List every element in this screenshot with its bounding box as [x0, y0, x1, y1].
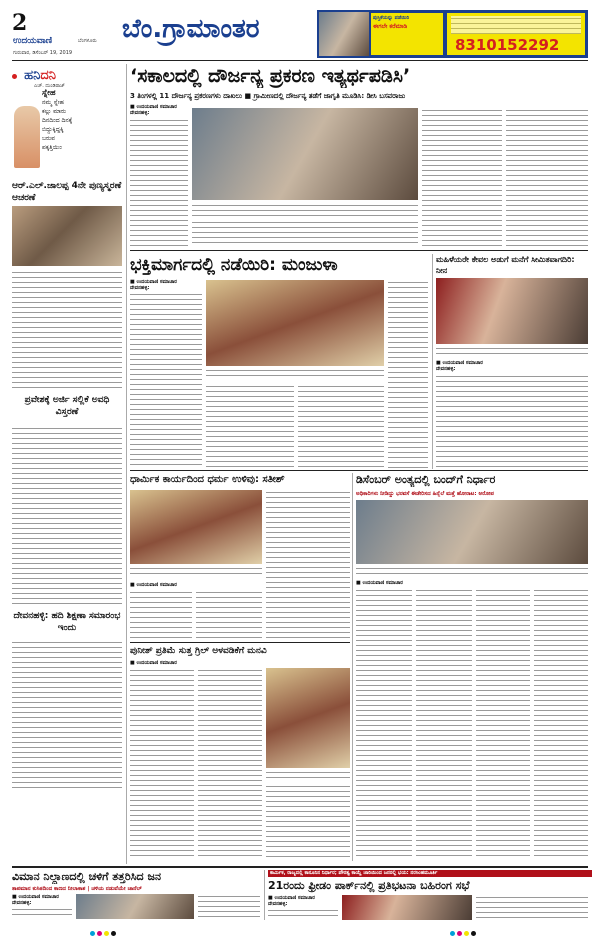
poem-author: ಎಚ್. ದುಂಡಿರಾಜ್: [34, 83, 65, 89]
mid-rule: [130, 470, 588, 471]
masthead: [12, 10, 588, 60]
women-headline: ಮಹಿಳೆಯರೇ ಕೇವಲ ಅಡುಗೆ ಮನೆಗೆ ಸೀಮಿತವಾಗದಿರಿ: ನೀನ: [436, 255, 575, 275]
freedom-dateline: ದೇವನಹಳ್ಳಿ:: [268, 901, 288, 907]
puneeth-body-col2: [198, 668, 262, 860]
bhakti-caption: [206, 368, 384, 380]
honey-drop-icon: [12, 74, 17, 79]
women-dateline: ದೇವನಹಳ್ಳಿ:: [436, 366, 456, 372]
ad-subtext: ಈಗಲೇ ಕರೆಮಾಡಿ: [373, 23, 408, 30]
lead-body-col3: [422, 108, 502, 246]
magenta-mark: [97, 931, 102, 936]
poem-line: ಬರುವ: [42, 135, 55, 142]
yellow-mark: [464, 931, 469, 936]
puneeth-byline: ■ ಉದಯವಾಣಿ ಸಮಾಚಾರ: [130, 660, 177, 666]
freedom-body-col1: [268, 908, 338, 920]
yellow-mark: [104, 931, 109, 936]
bandh-body-col3: [476, 588, 530, 860]
story1-body: [12, 270, 122, 390]
poem-line: ಕಲ್ಲು ಮಾರು: [42, 108, 67, 115]
lead-body-col1: [130, 118, 188, 246]
freedom-photo: [342, 895, 472, 920]
airport-headline: ವಿಮಾನ ನಿಲ್ದಾಣದಲ್ಲಿ ಚಳಿಗೆ ತತ್ತರಿಸಿದ ಜನ: [12, 870, 161, 883]
lead-dateline: ದೇವನಹಳ್ಳಿ:: [130, 110, 150, 116]
cartoon-figure: [14, 106, 40, 168]
lead-photo: [192, 108, 418, 200]
story1-headline: ಆರ್.ಎಲ್.ಜಾಲಪ್ಪ 4ನೇ ಪುಣ್ಯಸ್ಮರಣೆ ಆಚರಣೆ: [12, 181, 122, 203]
bandh-body-col1: [356, 588, 412, 860]
puneeth-caption: [266, 770, 350, 780]
dharma-body-col2: [196, 590, 262, 640]
lead-body-col4: [506, 108, 588, 246]
story2-headline: ಪ್ರವೇಶಕ್ಕೆ ಅರ್ಜಿ ಸಲ್ಲಿಕೆ ಅವಧಿ ವಿಸ್ತರಣೆ: [24, 395, 110, 417]
bandh-headline: ಡಿಸೆಂಬರ್ ಅಂತ್ಯದಲ್ಲಿ ಬಂದ್‌ಗೆ ನಿರ್ಧಾರ: [356, 473, 496, 486]
lead-caption: [192, 203, 418, 217]
poem-line: ನಮ್ಮ ಸ್ನೇಹ: [42, 99, 64, 106]
paper-name: ಉದಯವಾಣಿ: [13, 36, 53, 46]
black-mark: [111, 931, 116, 936]
poem-line: ಬಿದ್ದುಕ್ಕಿದ್ದಕ್ಕಿ: [42, 126, 64, 133]
cyan-mark: [90, 931, 95, 936]
airport-photo: [76, 894, 194, 919]
poem-line: ದಿನದಿಂದ ದಿನಕ್ಕೆ: [42, 117, 73, 124]
dharma-headline: ಧಾರ್ಮಿಕ ಕಾರ್ಯದಿಂದ ಧರ್ಮ ಉಳಿವು: ಸತೀಶ್: [130, 474, 285, 485]
column-divider: [126, 64, 127, 864]
ad-phone-image: [319, 12, 369, 56]
bandh-byline: ■ ಉದಯವಾಣಿ ಸಮಾಚಾರ: [356, 580, 403, 586]
lead-subhead: 3 ತಿಂಗಳಲ್ಲಿ 11 ದೌರ್ಜನ್ಯ ಪ್ರಕರಣಗಳು ದಾಖಲು ■ ಗ್ರಾಮೀಣದಲ್ಲಿ ದೌರ್ಜನ್ಯ ತಡೆಗೆ ಜಾಗೃತಿ ಮೂಡಿಸಿ: ಡೀಸಿ ಬಸವರಾಜು: [130, 92, 406, 100]
bhakti-body-col3: [298, 384, 384, 468]
bhakti-body-col1: [130, 292, 202, 468]
bhakti-body-col2: [206, 384, 294, 468]
poem-box: [12, 88, 122, 176]
story1-photo: [12, 206, 122, 266]
freedom-kicker: ಕಾರ್ಮಿಕ, ರಾಜ್ಯದಲ್ಲಿ ಕಾನೂನಿನ ನಿರ್ಧಾರ; ಪೌರತ್ವ ಕಾಯ್ದೆ ಜಾರಿಯಿಂದ ಜನರಲ್ಲಿ ಭಯ: ನರಸಿಂಹಮೂರ್ತಿ: [268, 870, 592, 877]
bottom-rule: [12, 866, 588, 868]
bandh-caption: [356, 566, 588, 576]
section-banner: [122, 14, 332, 54]
bhakti-headline: ಭಕ್ತಿಮಾರ್ಗದಲ್ಲಿ ನಡೆಯಿರಿ: ಮಂಜುಳಾ: [130, 255, 338, 275]
bhakti-photo: [206, 280, 384, 366]
dharma-body-col3: [266, 490, 350, 640]
dharma-photo: [130, 490, 262, 564]
bandh-photo: [356, 500, 588, 564]
ad-text: ಪುಸ್ತಿಕೆಯನ್ನು ಪಡೆಯಿರಿ: [373, 15, 410, 21]
lead-headline: ‘ಸಕಾಲದಲ್ಲಿ ದೌರ್ಜನ್ಯ ಪ್ರಕರಣ ಇತ್ಯರ್ಥಪಡಿಸಿ’: [130, 65, 411, 87]
city: ಬೆಂಗಳೂರು: [78, 38, 97, 44]
bhakti-byline: ■ ಉದಯವಾಣಿ ಸಮಾಚಾರ: [130, 279, 177, 285]
airport-dateline: ದೇವನಹಳ್ಳಿ:: [12, 900, 32, 906]
page-number: 2: [12, 10, 28, 36]
bandh-divider: [352, 473, 353, 861]
lead-body-col2: [192, 220, 418, 246]
left-column: [12, 64, 124, 864]
puneeth-headline: ಪುನೀತ್ ಪ್ರತಿಮೆ ಸುತ್ತ ಗ್ರಿಲ್ ಅಳವಡಿಕೆಗೆ ಮನವಿ: [130, 646, 267, 656]
bhakti-body-col4: [388, 280, 428, 468]
story3-headline: ದೇವನಹಳ್ಳಿ: ಹದಿ ಶಿಕ್ಷಣಾ ಸಮಾರಂಭ ಇಂದು: [13, 611, 121, 633]
bottom-divider: [264, 870, 265, 920]
women-photo: [436, 278, 588, 344]
ad-strip: [371, 13, 443, 55]
bandh-subhead: ಅಧಿಕಾರಿಗಳು ನೀಡಿದ್ದು ಭರವಸೆ ಈಡೇರಿಸದ ಹಿನ್ನೆಲೆ ಮತ್ತೆ ಹೋರಾಟ: ಅರೋಪ: [356, 491, 494, 497]
magenta-mark: [457, 931, 462, 936]
dharma-byline: ■ ಉದಯವಾಣಿ ಸಮಾಚಾರ: [130, 582, 177, 588]
freedom-headline: 21ರಂದು ಫ್ರೀಡಂ ಪಾರ್ಕ್‌ನಲ್ಲಿ ಪ್ರತಿಭಟನಾ ಬಹಿರಂಗ ಸಭೆ: [268, 879, 470, 892]
ad-phone-number: 8310152292: [455, 36, 560, 54]
cyan-mark: [450, 931, 455, 936]
women-body: [436, 374, 588, 468]
section-title: ಬೆಂ.ಗ್ರಾಮಾಂತರ: [122, 14, 260, 44]
puneeth-rule: [130, 642, 350, 643]
print-registration-marks-right: [450, 921, 478, 940]
story3-body: [12, 640, 122, 790]
puneeth-body-col1: [130, 668, 194, 860]
ad-fine-print: [451, 16, 581, 34]
freedom-body-col2: [476, 895, 588, 920]
ad-right-panel: [447, 13, 585, 55]
bandh-body-col2: [416, 588, 472, 860]
logo-text-2: ದನಿ: [40, 68, 56, 83]
lead-rule: [130, 250, 588, 251]
freedom-byline: ■ ಉದಯವಾಣಿ ಸಮಾಚಾರ: [268, 895, 315, 901]
lead-byline: ■ ಉದಯವಾಣಿ ಸಮಾಚಾರ: [130, 104, 177, 110]
black-mark: [471, 931, 476, 936]
airport-body-col2: [198, 894, 260, 919]
poem-line: ಪಕ್ಕತ್ತಿಯಿಂ: [42, 144, 62, 151]
print-registration-marks: [90, 921, 118, 940]
issue-date: ಗುರುವಾರ, ಡಿಸೆಂಬರ್ 19, 2019: [13, 50, 73, 56]
puneeth-body-col3: [266, 784, 350, 860]
story2-body: [12, 426, 122, 606]
bhakti-dateline: ದೇವನಹಳ್ಳಿ:: [130, 285, 150, 291]
women-caption: [436, 346, 588, 356]
dharma-body-col1: [130, 590, 192, 640]
airport-byline: ■ ಉದಯವಾಣಿ ಸಮಾಚಾರ: [12, 894, 59, 900]
airport-subhead: ತಾಪಮಾನ ಕುಸಿತದಿಂದ ಕಾಣದ ನೀಲಾಕಾಶ | ಚಳಿಯ ನಡುವೆಯೇ ಚಾನೆಲ್: [12, 886, 142, 892]
logo-text: ಹನಿ: [24, 68, 41, 83]
dharma-caption: [130, 566, 262, 578]
header-rule: [12, 60, 588, 61]
women-byline: ■ ಉದಯವಾಣಿ ಸಮಾಚಾರ: [436, 360, 483, 366]
poem-title: ಸ್ನೇಹ: [42, 88, 56, 97]
puneeth-statue-photo: [266, 668, 350, 768]
honey-logo: [12, 64, 122, 89]
header-ad: [317, 10, 588, 58]
bandh-body-col4: [534, 588, 588, 860]
women-divider: [432, 254, 433, 469]
airport-body-col1: [12, 907, 72, 919]
